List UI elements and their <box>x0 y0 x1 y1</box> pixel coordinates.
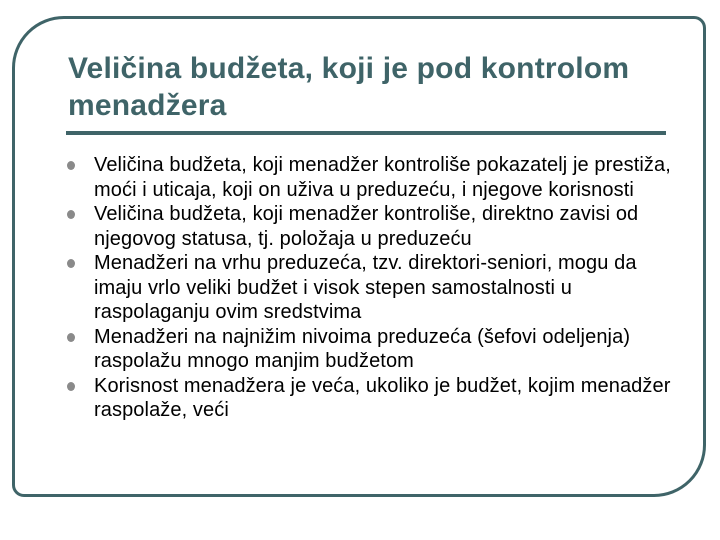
slide-title: Veličina budžeta, koji je pod kontrolom menadžera <box>68 52 630 122</box>
bullet-text-4: Menadžeri na najnižim nivoima preduzeća (šefovi odeljenja) raspolažu mnogo manjim budžetom <box>94 325 631 372</box>
bullet-list <box>66 153 676 423</box>
title-divider <box>66 131 666 135</box>
bullet-dot-icon <box>67 259 75 268</box>
bullet-item-3 <box>66 251 676 325</box>
bullet-item-5 <box>66 374 676 423</box>
bullet-item-1 <box>66 153 676 202</box>
bullet-dot-icon <box>67 333 75 342</box>
bullet-text-1: Veličina budžeta, koji menadžer kontroliše pokazatelj je prestiža, moći i uticaja, koji on uživa u preduzeću, i njegove korisnosti <box>94 154 671 201</box>
bullet-dot-icon <box>67 161 75 170</box>
bullet-text-5: Korisnost menadžera je veća, ukoliko je budžet, kojim menadžer raspolaže, veći <box>94 374 671 421</box>
bullet-text-2: Veličina budžeta, koji menadžer kontroliše, direktno zavisi od njegovog statusa, tj. položaja u preduzeću <box>94 203 639 250</box>
bullet-item-2 <box>66 202 676 251</box>
bullet-text-3: Menadžeri na vrhu preduzeća, tzv. direktori-seniori, mogu da imaju vrlo veliki budžet i visok stepen samostalnosti u raspolaganju ovim sredstvima <box>94 252 637 323</box>
bullet-dot-icon <box>67 382 75 391</box>
bullet-dot-icon <box>67 210 75 219</box>
bullet-item-4 <box>66 325 676 374</box>
